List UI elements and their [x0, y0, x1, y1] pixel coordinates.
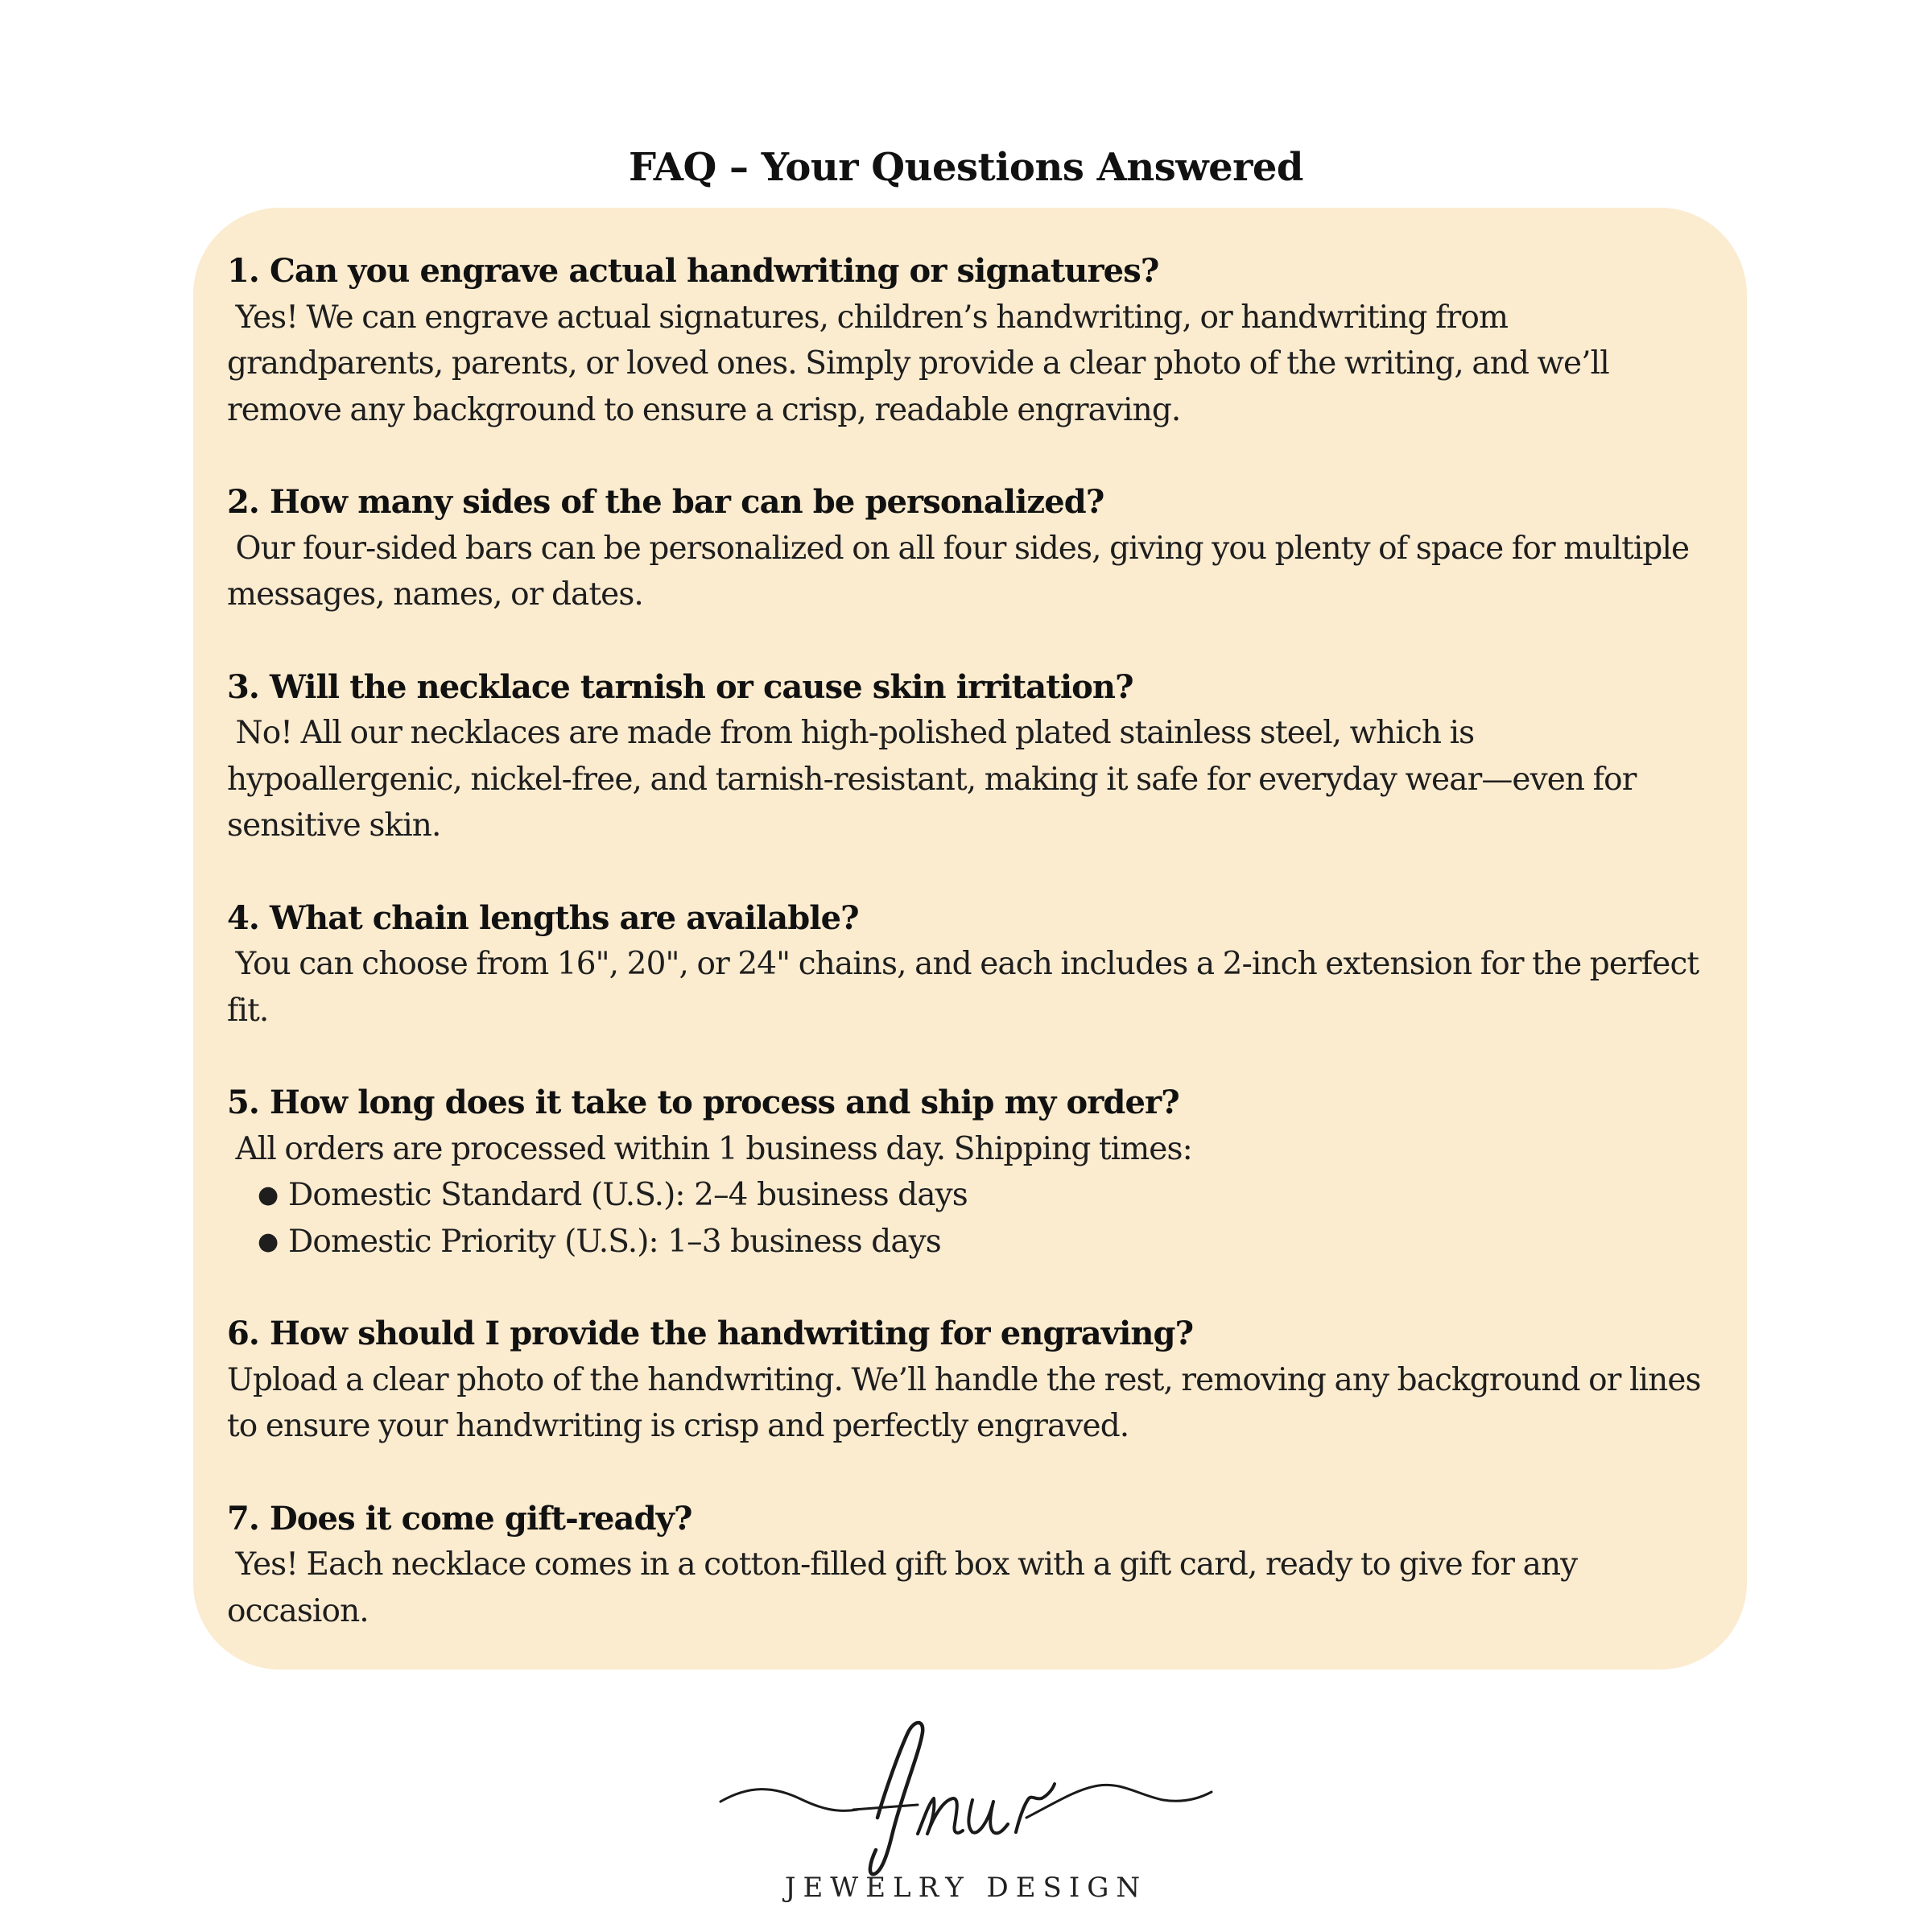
faq-answer: All orders are processed within 1 business day. Shipping times: — [227, 1130, 1192, 1167]
faq-answer: Yes! We can engrave actual signatures, children’s handwriting, or handwriting from grandparents, parents, or loved ones. Simply provide a clear photo of the writing, and we’ll remove any background to ensure a crisp, readable engraving. — [227, 299, 1618, 428]
faq-question: 7. Does it come gift-ready? — [227, 1499, 692, 1538]
faq-question: 5. How long does it take to process and ship my order? — [227, 1084, 1179, 1121]
faq-question: 1. Can you engrave actual handwriting or signatures? — [227, 252, 1159, 290]
bullet-icon: ● — [258, 1181, 279, 1209]
faq-question: 4. What chain lengths are available? — [227, 898, 859, 937]
faq-question: 2. How many sides of the bar can be personalized? — [227, 483, 1104, 521]
faq-item — [227, 248, 1715, 433]
faq-panel — [193, 208, 1747, 1670]
shipping-times-list — [227, 1172, 1715, 1265]
logo-letter-f — [870, 1723, 923, 1874]
logo-swash-left — [720, 1790, 857, 1811]
bullet-icon: ● — [258, 1227, 279, 1256]
logo-letter-f-crossbar — [853, 1805, 918, 1810]
list-item — [258, 1172, 1715, 1219]
faq-answer: You can choose from 16", 20", or 24" chains, and each includes a 2-inch extension for the perfect fit. — [227, 946, 1707, 1029]
faq-item — [227, 479, 1715, 618]
logo-swash-right — [1026, 1785, 1212, 1818]
list-item — [258, 1219, 1715, 1265]
faq-answer: No! All our necklaces are made from high-polished plated stainless steel, which is hypoallergenic, nickel-free, and tarnish-resistant, making it safe for everyday wear—even for sensitive skin. — [227, 715, 1645, 844]
faq-item — [227, 1311, 1715, 1450]
faq-answer: Upload a clear photo of the handwriting. We’ll handle the rest, removing any background or lines to ensure your handwriting is crisp and perfectly engraved. — [227, 1361, 1710, 1444]
faq-answer: Our four-sided bars can be personalized on all four sides, giving you plenty of space for multiple messages, names, or dates. — [227, 530, 1698, 613]
faq-answer: Yes! Each necklace comes in a cotton-filled gift box with a gift card, ready to give for any occasion. — [227, 1546, 1586, 1629]
faq-question: 6. How should I provide the handwriting for engraving? — [227, 1315, 1194, 1352]
list-item-text: Domestic Priority (U.S.): 1–3 business days — [288, 1223, 941, 1260]
faq-question: 3. Will the necklace tarnish or cause skin irritation? — [227, 667, 1133, 706]
brand-logo — [716, 1715, 1216, 1884]
brand-tagline: JEWELRY DESIGN — [784, 1872, 1148, 1904]
page-title: FAQ – Your Questions Answered — [629, 145, 1303, 190]
faq-item — [227, 895, 1715, 1034]
list-item-text: Domestic Standard (U.S.): 2–4 business days — [288, 1177, 968, 1213]
logo-letter-n — [918, 1798, 963, 1834]
faq-item — [227, 664, 1715, 849]
logo-letter-r — [1016, 1784, 1055, 1832]
logo-letter-u — [968, 1800, 1008, 1833]
faq-item — [227, 1080, 1715, 1265]
faq-item — [227, 1496, 1715, 1635]
